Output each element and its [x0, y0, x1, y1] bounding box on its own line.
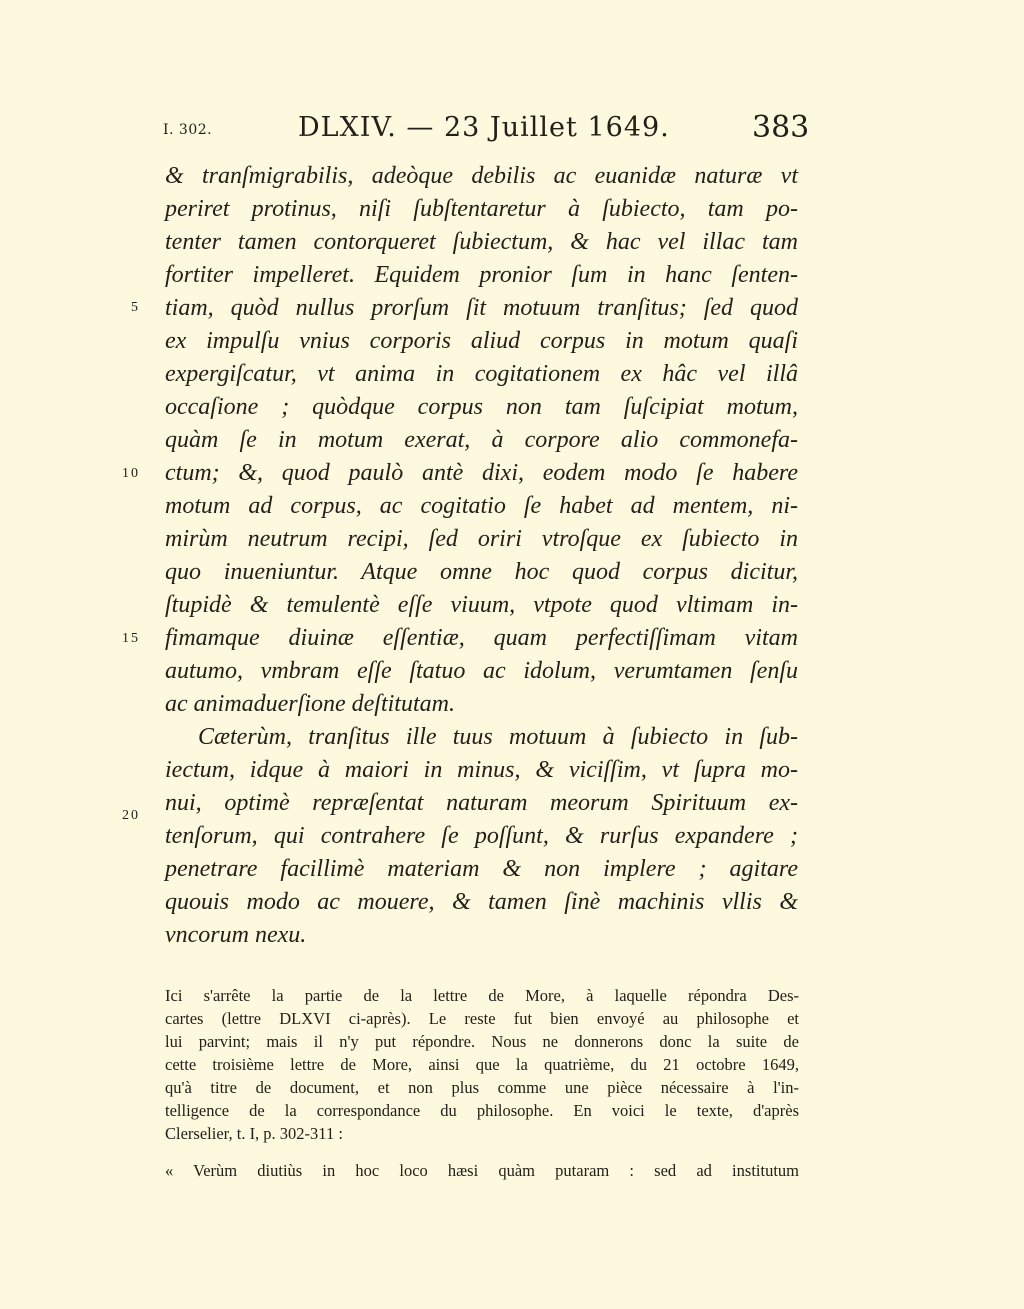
text-line: ac animaduerſione deſtitutam. [165, 691, 455, 717]
page-number: 383 [752, 110, 810, 145]
text-line: iectum, idque à maiori in minus, & viciſſim, vt ſupra mo- [165, 757, 798, 783]
text-line: tenſorum, qui contrahere ſe poſſunt, & rurſus expandere ; [165, 823, 798, 849]
note-line: qu'à titre de document, et non plus comme une pièce nécessaire à l'in- [165, 1078, 799, 1097]
text-line: quàm ſe in motum exerat, à corpore alio commonefa- [165, 427, 798, 453]
text-line: tenter tamen contorqueret ſubiectum, & hac vel illac tam [165, 229, 798, 255]
text-line: penetrare facillimè materiam & non implere ; agitare [165, 856, 798, 882]
text-line: ctum; &, quod paulò antè dixi, eodem modo ſe habere [165, 460, 798, 486]
text-line: & tranſmigrabilis, adeòque debilis ac euanidæ naturæ vt [165, 163, 798, 189]
text-line: occaſione ; quòdque corpus non tam ſuſcipiat motum, [165, 394, 798, 420]
text-line: nui, optimè repræſentat naturam meorum Spirituum ex- [165, 790, 798, 816]
line-number: 20 [122, 808, 140, 823]
text-line: tiam, quòd nullus prorſum ſit motuum tranſitus; ſed quod [165, 295, 798, 321]
text-line: fimamque diuinæ eſſentiæ, quam perfectiſſimam vitam [165, 625, 798, 651]
quote-line: « Verùm diutiùs in hoc loco hæsi quàm putaram : sed ad institutum [165, 1161, 799, 1180]
text-line: ſtupidè & temulentè eſſe viuum, vtpote quod vltimam in- [165, 592, 798, 618]
line-number: 5 [131, 300, 140, 315]
text-line: Cæterùm, tranſitus ille tuus motuum à ſubiecto in ſub- [198, 724, 798, 750]
line-number: 15 [122, 631, 140, 646]
note-line: lui parvint; mais il n'y put répondre. Nous ne donnerons donc la suite de [165, 1032, 799, 1051]
text-line: mirùm neutrum recipi, ſed oriri vtroſque ex ſubiecto in [165, 526, 798, 552]
note-line: telligence de la correspondance du philosophe. En voici le texte, d'après [165, 1101, 799, 1120]
text-line: fortiter impelleret. Equidem pronior ſum in hanc ſenten- [165, 262, 798, 288]
text-line: quo inueniuntur. Atque omne hoc quod corpus dicitur, [165, 559, 798, 585]
text-line: ex impulſu vnius corporis aliud corpus in motum quaſi [165, 328, 798, 354]
text-line: vncorum nexu. [165, 922, 307, 948]
note-line: Clerselier, t. I, p. 302-311 : [165, 1124, 343, 1143]
note-line: cette troisième lettre de More, ainsi que la quatrième, du 21 octobre 1649, [165, 1055, 799, 1074]
page-title: DLXIV. — 23 Juillet 1649. [298, 112, 670, 143]
text-line: autumo, vmbram eſſe ſtatuo ac idolum, verumtamen ſenſu [165, 658, 798, 684]
text-line: motum ad corpus, ac cogitatio ſe habet ad mentem, ni- [165, 493, 798, 519]
text-line: expergiſcatur, vt anima in cogitationem ex hâc vel illâ [165, 361, 798, 387]
text-line: quouis modo ac mouere, & tamen ſinè machinis vllis & [165, 889, 798, 915]
clerselier-reference: I. 302. [163, 122, 213, 138]
running-header [0, 112, 1024, 152]
text-line: periret protinus, niſi ſubſtentaretur à ſubiecto, tam po- [165, 196, 798, 222]
line-number: 10 [122, 466, 140, 481]
note-line: Ici s'arrête la partie de la lettre de More, à laquelle répondra Des- [165, 986, 799, 1005]
note-line: cartes (lettre DLXVI ci-après). Le reste fut bien envoyé au philosophe et [165, 1009, 799, 1028]
